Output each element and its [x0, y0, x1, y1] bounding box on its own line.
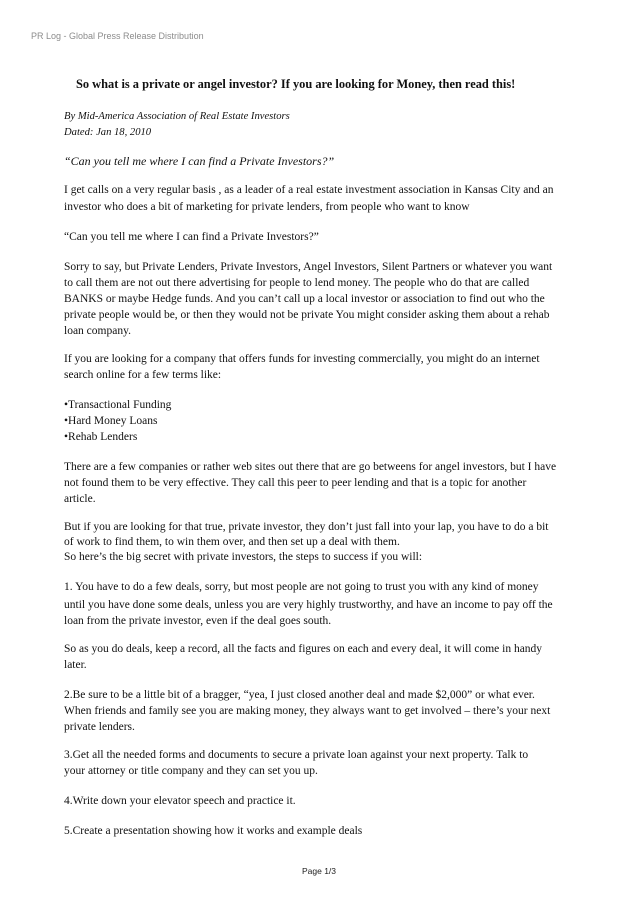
body-line: I get calls on a very regular basis , as a leader of a real estate investment association in Kansas City and an [64, 184, 554, 196]
body-line: So as you do deals, keep a record, all the facts and figures on each and every deal, it will come in handy [64, 643, 543, 655]
body-line: There are a few companies or rather web sites out there that are go betweens for angel investors, but I have [64, 461, 557, 473]
body-line: your attorney or title company and they can set you up. [64, 765, 318, 777]
body-line: not found them to be very effective. They call this peer to peer lending and that is a topic for another [64, 477, 527, 489]
body-line: until you have done some deals, unless you are very highly trustworthy, and have an income to pay off the [64, 599, 553, 611]
body-line: 5.Create a presentation showing how it works and example deals [64, 825, 363, 837]
body-line: If you are looking for a company that offers funds for investing commercially, you might do an internet [64, 353, 540, 365]
body-line: BANKS or maybe Hedge funds. And you can’t call up a local investor or association to find out who the [64, 293, 545, 305]
body-line: of work to find them, to win them over, and then set up a deal with them. [64, 536, 400, 548]
body-line: private lenders. [64, 721, 135, 733]
body-line: 3.Get all the needed forms and documents to secure a private loan against your next property. Talk to [64, 749, 529, 761]
body-line: So here’s the big secret with private investors, the steps to success if you will: [64, 551, 423, 563]
body-line: article. [64, 493, 96, 505]
body-line: 2.Be sure to be a little bit of a bragger, “yea, I just closed another deal and made $2,000” or what ever. [64, 689, 535, 701]
page-number: Page 1/3 [301, 866, 337, 876]
body-line: search online for a few terms like: [64, 369, 222, 381]
article-date: Dated: Jan 18, 2010 [64, 127, 152, 138]
body-line: 4.Write down your elevator speech and practice it. [64, 795, 296, 807]
list-item: •Transactional Funding [64, 399, 172, 411]
body-line: 1. You have to do a few deals, sorry, but most people are not going to trust you with any kind of money [64, 581, 539, 593]
body-line: loan from the private investor, even if the deal goes south. [64, 615, 332, 627]
body-line: But if you are looking for that true, private investor, they don’t just fall into your lap, you have to do a bit [64, 521, 549, 533]
list-item: •Rehab Lenders [64, 431, 138, 443]
body-line: private people would be, or then they would not be private You might consider asking them about a rehab [64, 309, 550, 321]
body-line: loan company. [64, 325, 131, 337]
list-item: •Hard Money Loans [64, 415, 158, 427]
article-quote: “Can you tell me where I can find a Private Investors?” [64, 154, 335, 168]
article-byline: By Mid-America Association of Real Estate Investors [64, 111, 290, 122]
article-title: So what is a private or angel investor? If you are looking for Money, then read this! [76, 77, 516, 91]
body-line: later. [64, 659, 87, 671]
site-header: PR Log - Global Press Release Distribution [31, 31, 204, 41]
body-line: When friends and family see you are making money, they always want to get involved – there’s your next [64, 705, 551, 717]
body-line: investor who does a bit of marketing for private lenders, from people who want to know [64, 201, 470, 213]
body-line: Sorry to say, but Private Lenders, Private Investors, Angel Investors, Silent Partners or whatever you want [64, 261, 553, 273]
body-line: “Can you tell me where I can find a Private Investors?” [64, 231, 319, 243]
body-line: to call them are not out there advertising for people to lend money. The people who do that are called [64, 277, 530, 289]
